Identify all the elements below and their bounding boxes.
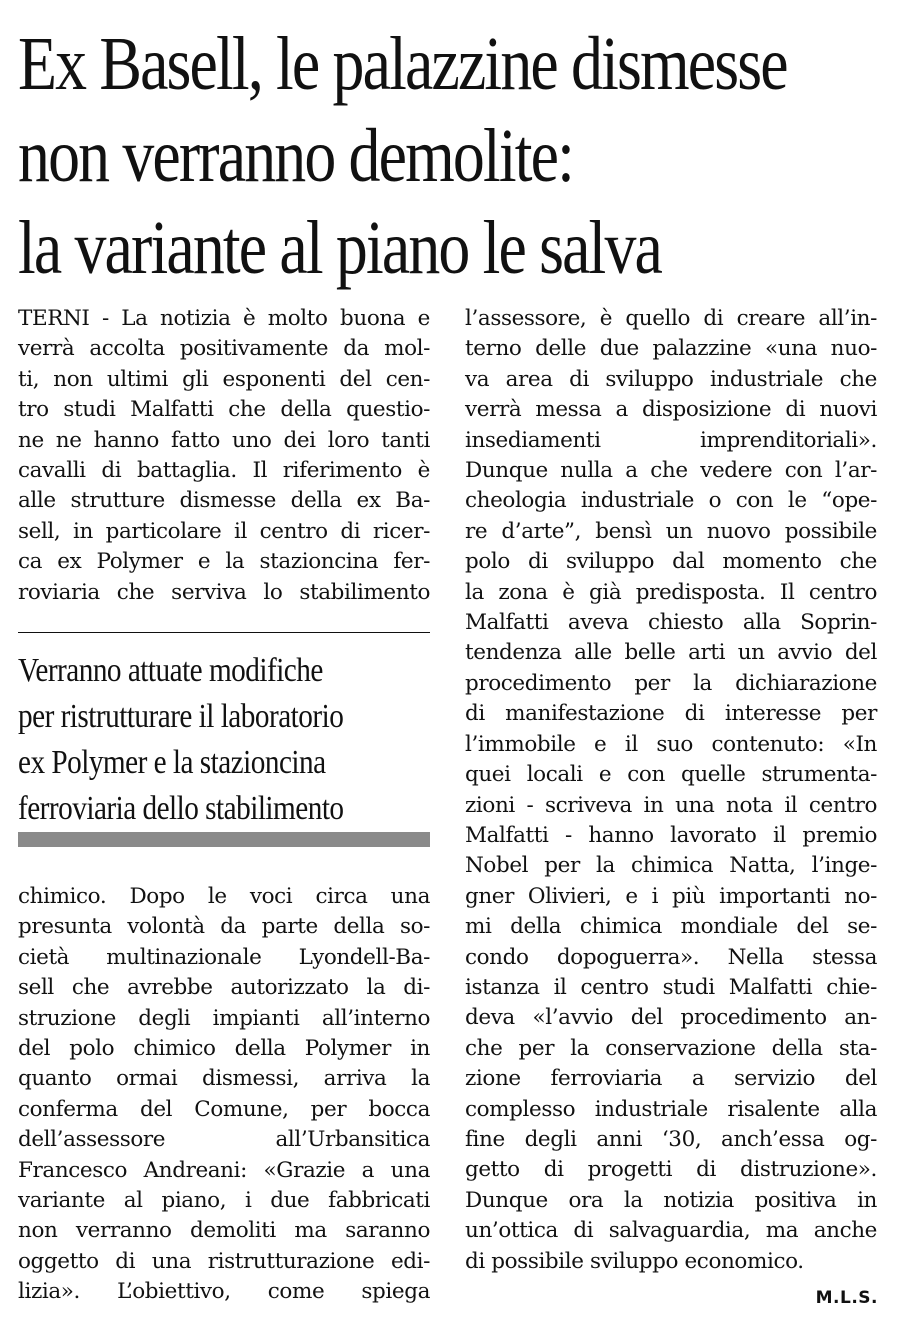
- text-line: del polo chimico della Polymer in: [18, 1036, 430, 1062]
- text-line: chimico. Dopo le voci circa una: [18, 884, 430, 909]
- divider-bar: [18, 832, 430, 847]
- text-line: conferma del Comune, per bocca: [18, 1096, 430, 1122]
- text-line: fine degli anni ‘30, anch’essa og-: [465, 1126, 877, 1152]
- text-line: presunta volontà da parte della so-: [18, 914, 430, 940]
- subheadline-line: ferroviaria dello stabilimento: [18, 790, 344, 827]
- text-line: verrà accolta positivamente da mol-: [18, 336, 430, 362]
- text-line: alle strutture dismesse della ex Ba-: [18, 488, 430, 514]
- text-line: sell, in particolare il centro di ricer-: [18, 518, 430, 544]
- text-line: cheologia industriale o con le “ope-: [465, 488, 877, 514]
- text-line: dell’assessore all’Urbansitica: [18, 1127, 430, 1153]
- text-line: mi della chimica mondiale del se-: [465, 914, 877, 940]
- text-line: di manifestazione di interesse per: [465, 701, 877, 727]
- headline-line: la variante al piano le salva: [18, 206, 662, 290]
- text-line: Francesco Andreani: «Grazie a una: [18, 1157, 430, 1183]
- text-line: Malfatti - hanno lavorato il premio: [465, 822, 877, 848]
- text-line: terno delle due palazzine «una nuo-: [465, 336, 877, 362]
- text-line: complesso industriale risalente alla: [465, 1096, 877, 1122]
- text-line: zioni - scriveva in una nota il centro: [465, 792, 877, 818]
- text-line: TERNI - La notizia è molto buona e: [18, 306, 430, 331]
- text-line: struzione degli impianti all’interno: [18, 1005, 430, 1031]
- text-line: ti, non ultimi gli esponenti del cen-: [18, 366, 430, 392]
- body-column-left-top: [18, 304, 430, 608]
- text-line: Dunque nulla a che vedere con l’ar-: [465, 458, 877, 484]
- body-column-right: [465, 304, 877, 1277]
- text-line: di possibile sviluppo economico.: [465, 1248, 804, 1274]
- text-line: cietà multinazionale Lyondell-Ba-: [18, 944, 430, 970]
- text-line: variante al piano, i due fabbricati: [18, 1188, 430, 1214]
- text-line: la zona è già predisposta. Il centro: [465, 579, 877, 605]
- author-signature: M.L.S.: [815, 1288, 878, 1308]
- text-line: che per la conservazione della sta-: [465, 1035, 877, 1061]
- text-line: roviaria che serviva lo stabilimento: [18, 579, 430, 605]
- subheadline-line: ex Polymer e la stazioncina: [18, 744, 326, 781]
- text-line: tendenza alle belle arti un avvio del: [465, 640, 877, 666]
- text-line: oggetto di una ristrutturazione edi-: [18, 1248, 430, 1274]
- text-line: polo di sviluppo dal momento che: [465, 549, 877, 575]
- text-line: cavalli di battaglia. Il riferimento è: [18, 458, 430, 484]
- text-line: ne ne hanno fatto uno dei loro tanti: [18, 427, 430, 453]
- text-line: Malfatti aveva chiesto alla Soprin-: [465, 610, 877, 636]
- text-line: condo dopoguerra». Nella stessa: [465, 944, 877, 970]
- text-line: verrà messa a disposizione di nuovi: [465, 397, 877, 423]
- text-line: istanza il centro studi Malfatti chie-: [465, 974, 877, 1000]
- headline: [18, 18, 787, 294]
- subheadline-line: Verranno attuate modifiche: [18, 652, 323, 689]
- text-line: quanto ormai dismessi, arriva la: [18, 1066, 430, 1092]
- text-line: lizia». L’obiettivo, come spiega: [18, 1279, 430, 1305]
- text-line: gner Olivieri, e i più importanti no-: [465, 883, 877, 909]
- text-line: ca ex Polymer e la stazioncina fer-: [18, 549, 430, 575]
- text-line: tro studi Malfatti che della questio-: [18, 397, 430, 423]
- text-line: Dunque ora la notizia positiva in: [465, 1187, 877, 1213]
- text-line: re d’arte”, bensì un nuovo possibile: [465, 518, 877, 544]
- text-line: va area di sviluppo industriale che: [465, 366, 877, 392]
- headline-line: non verranno demolite:: [18, 114, 574, 198]
- headline-line: Ex Basell, le palazzine dismesse: [18, 22, 787, 106]
- text-line: l’immobile e il suo contenuto: «In: [465, 731, 877, 757]
- subheadline-line: per ristrutturare il laboratorio: [18, 698, 344, 735]
- text-line: deva «l’avvio del procedimento an-: [465, 1005, 877, 1031]
- text-line: zione ferroviaria a servizio del: [465, 1066, 877, 1092]
- body-column-left-bottom: [18, 882, 430, 1308]
- text-line: l’assessore, è quello di creare all’in-: [465, 306, 877, 331]
- divider-line: [18, 632, 430, 633]
- text-line: getto di progetti di distruzione».: [465, 1157, 877, 1183]
- text-line: quei locali e con quelle strumenta-: [465, 762, 877, 788]
- text-line: un’ottica di salvaguardia, ma anche: [465, 1218, 877, 1244]
- text-line: sell che avrebbe autorizzato la di-: [18, 975, 430, 1001]
- text-line: Nobel per la chimica Natta, l’inge-: [465, 853, 877, 879]
- text-line: procedimento per la dichiarazione: [465, 670, 877, 696]
- text-line: insediamenti imprenditoriali».: [465, 427, 877, 453]
- subheadline: [18, 648, 422, 832]
- text-line: non verranno demoliti ma saranno: [18, 1218, 430, 1244]
